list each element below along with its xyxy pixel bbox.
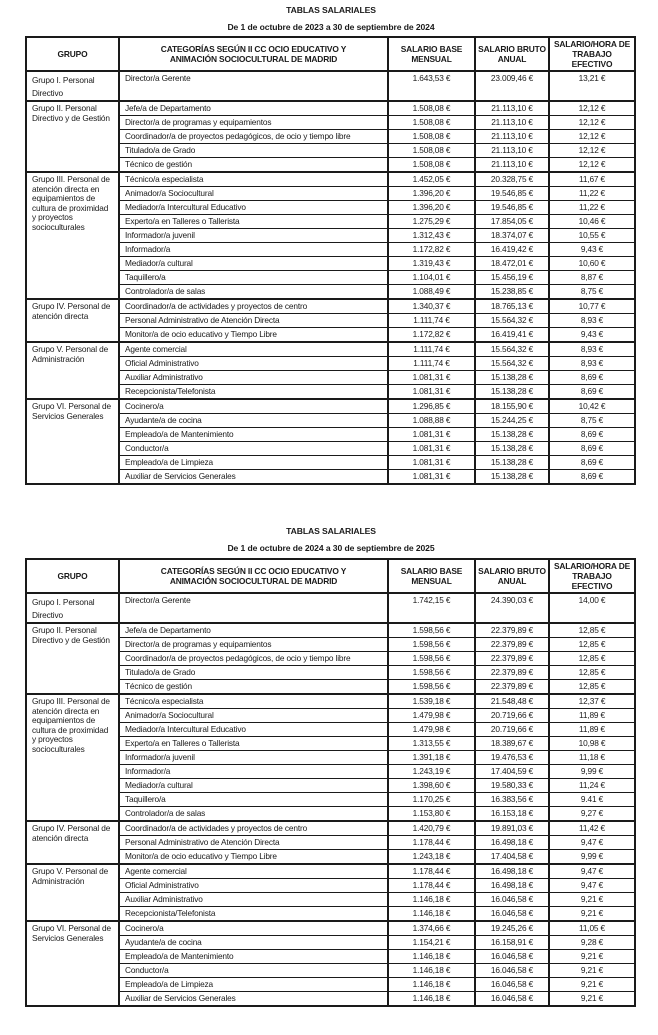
- group-name-cell: Grupo VI. Personal de Servicios Generales: [26, 399, 119, 484]
- salario-base-cell: 1.111,74 €: [388, 342, 475, 357]
- salario-hora-cell: 12,85 €: [549, 680, 635, 695]
- salario-base-cell: 1.598,56 €: [388, 680, 475, 695]
- salario-base-cell: 1.508,08 €: [388, 130, 475, 144]
- salary-section-2024-2025: [0, 523, 658, 557]
- salario-bruto-cell: 23.009,46 €: [475, 71, 549, 101]
- category-cell: Agente comercial: [119, 342, 388, 357]
- salario-bruto-cell: 15.564,32 €: [475, 314, 549, 328]
- group-name-cell: Grupo III. Personal de atención directa en equipamientos de cultura de proximidad y proyectos socioculturales: [26, 172, 119, 299]
- table-row: [26, 172, 635, 187]
- salario-base-cell: 1.742,15 €: [388, 593, 475, 623]
- salario-bruto-cell: 16.158,91 €: [475, 936, 549, 950]
- salario-base-cell: 1.081,31 €: [388, 456, 475, 470]
- salario-bruto-cell: 17.854,05 €: [475, 215, 549, 229]
- salario-bruto-cell: 18.389,67 €: [475, 737, 549, 751]
- salario-hora-cell: 10,46 €: [549, 215, 635, 229]
- salario-bruto-cell: 15.564,32 €: [475, 357, 549, 371]
- salario-hora-cell: 11,42 €: [549, 821, 635, 836]
- table-row: [26, 101, 635, 116]
- salario-base-cell: 1.275,29 €: [388, 215, 475, 229]
- salario-base-cell: 1.479,98 €: [388, 723, 475, 737]
- salario-base-cell: 1.154,21 €: [388, 936, 475, 950]
- salario-hora-cell: 12,85 €: [549, 623, 635, 638]
- salario-bruto-cell: 16.046,58 €: [475, 893, 549, 907]
- salario-hora-cell: 9,21 €: [549, 907, 635, 922]
- salario-bruto-cell: 24.390,03 €: [475, 593, 549, 623]
- category-cell: Controlador/a de salas: [119, 807, 388, 822]
- section-subtitle: De 1 de octubre de 2023 a 30 de septiembre de 2024: [227, 22, 435, 32]
- salario-base-cell: 1.420,79 €: [388, 821, 475, 836]
- group-name-cell: Grupo II. Personal Directivo y de Gestión: [26, 101, 119, 172]
- group-name-cell: Grupo I. Personal Directivo: [26, 71, 119, 101]
- salario-hora-cell: 8,93 €: [549, 357, 635, 371]
- table-row: [26, 299, 635, 314]
- category-cell: Cocinero/a: [119, 399, 388, 414]
- salario-base-cell: 1.598,56 €: [388, 666, 475, 680]
- salario-bruto-cell: 16.153,18 €: [475, 807, 549, 822]
- category-cell: Titulado/a de Grado: [119, 144, 388, 158]
- salario-bruto-cell: 18.765,13 €: [475, 299, 549, 314]
- category-cell: Empleado/a de Mantenimiento: [119, 950, 388, 964]
- category-cell: Informador/a: [119, 765, 388, 779]
- salario-base-cell: 1.508,08 €: [388, 158, 475, 173]
- salario-bruto-cell: 22.379,89 €: [475, 638, 549, 652]
- category-cell: Mediador/a cultural: [119, 779, 388, 793]
- salario-hora-cell: 9,47 €: [549, 879, 635, 893]
- salario-hora-cell: 9.41 €: [549, 793, 635, 807]
- salario-base-cell: 1.146,18 €: [388, 964, 475, 978]
- salario-base-cell: 1.391,18 €: [388, 751, 475, 765]
- salario-hora-cell: 9,43 €: [549, 243, 635, 257]
- salario-hora-cell: 13,21 €: [549, 71, 635, 101]
- salario-base-cell: 1.178,44 €: [388, 836, 475, 850]
- salario-hora-cell: 8,93 €: [549, 342, 635, 357]
- table-row: [26, 399, 635, 414]
- salario-bruto-cell: 19.245,26 €: [475, 921, 549, 936]
- salario-bruto-cell: 20.719,66 €: [475, 709, 549, 723]
- salario-bruto-cell: 21.113,10 €: [475, 158, 549, 173]
- salario-base-cell: 1.111,74 €: [388, 314, 475, 328]
- salario-bruto-cell: 15.456,19 €: [475, 271, 549, 285]
- category-cell: Cocinero/a: [119, 921, 388, 936]
- salario-bruto-cell: 15.244,25 €: [475, 414, 549, 428]
- salario-hora-cell: 9,99 €: [549, 765, 635, 779]
- salario-bruto-cell: 15.564,32 €: [475, 342, 549, 357]
- salario-hora-cell: 10,42 €: [549, 399, 635, 414]
- category-cell: Auxiliar Administrativo: [119, 893, 388, 907]
- salario-bruto-cell: 22.379,89 €: [475, 652, 549, 666]
- salario-hora-cell: 9,43 €: [549, 328, 635, 343]
- table-row: [26, 623, 635, 638]
- group-name-cell: Grupo VI. Personal de Servicios Generales: [26, 921, 119, 1006]
- table-row: [26, 921, 635, 936]
- group-name-cell: Grupo I. Personal Directivo: [26, 593, 119, 623]
- salario-hora-cell: 11,89 €: [549, 709, 635, 723]
- salario-base-cell: 1.598,56 €: [388, 623, 475, 638]
- category-cell: Coordinador/a de proyectos pedagógicos, de ocio y tiempo libre: [119, 130, 388, 144]
- header-categoria: CATEGORÍAS SEGÚN II CC OCIO EDUCATIVO Y ANIMACIÓN SOCIOCULTURAL DE MADRID: [119, 37, 388, 71]
- salario-hora-cell: 12,12 €: [549, 158, 635, 173]
- category-cell: Técnico/a especialista: [119, 694, 388, 709]
- category-cell: Jefe/a de Departamento: [119, 101, 388, 116]
- salario-hora-cell: 9,27 €: [549, 807, 635, 822]
- salario-hora-cell: 12,12 €: [549, 144, 635, 158]
- salario-base-cell: 1.146,18 €: [388, 907, 475, 922]
- salario-bruto-cell: 15.138,28 €: [475, 442, 549, 456]
- category-cell: Oficial Administrativo: [119, 879, 388, 893]
- salario-bruto-cell: 19.891,03 €: [475, 821, 549, 836]
- salario-hora-cell: 9,28 €: [549, 936, 635, 950]
- salario-base-cell: 1.081,31 €: [388, 371, 475, 385]
- category-cell: Recepcionista/Telefonista: [119, 907, 388, 922]
- salario-bruto-cell: 15.138,28 €: [475, 456, 549, 470]
- salario-bruto-cell: 16.498,18 €: [475, 836, 549, 850]
- salario-base-cell: 1.088,88 €: [388, 414, 475, 428]
- category-cell: Personal Administrativo de Atención Directa: [119, 836, 388, 850]
- salario-base-cell: 1.508,08 €: [388, 101, 475, 116]
- category-cell: Técnico de gestión: [119, 680, 388, 695]
- salario-hora-cell: 9,21 €: [549, 893, 635, 907]
- group-name-cell: Grupo II. Personal Directivo y de Gestión: [26, 623, 119, 694]
- salario-hora-cell: 8,69 €: [549, 385, 635, 400]
- category-cell: Informador/a juvenil: [119, 751, 388, 765]
- salario-base-cell: 1.146,18 €: [388, 992, 475, 1007]
- salario-base-cell: 1.452,05 €: [388, 172, 475, 187]
- salario-hora-cell: 8,69 €: [549, 371, 635, 385]
- salario-bruto-cell: 16.046,58 €: [475, 978, 549, 992]
- category-cell: Recepcionista/Telefonista: [119, 385, 388, 400]
- salario-hora-cell: 10,98 €: [549, 737, 635, 751]
- salario-hora-cell: 9,21 €: [549, 964, 635, 978]
- salario-hora-cell: 14,00 €: [549, 593, 635, 623]
- salario-bruto-cell: 18.374,07 €: [475, 229, 549, 243]
- category-cell: Auxiliar de Servicios Generales: [119, 992, 388, 1007]
- category-cell: Ayudante/a de cocina: [119, 414, 388, 428]
- salario-base-cell: 1.374,66 €: [388, 921, 475, 936]
- table-row: [26, 694, 635, 709]
- header-salario-bruto: SALARIO BRUTO ANUAL: [475, 37, 549, 71]
- section-subtitle: De 1 de octubre de 2024 a 30 de septiembre de 2025: [227, 543, 435, 553]
- category-cell: Ayudante/a de cocina: [119, 936, 388, 950]
- salario-hora-cell: 11,22 €: [549, 187, 635, 201]
- salario-bruto-cell: 16.046,58 €: [475, 992, 549, 1007]
- salario-bruto-cell: 19.546,85 €: [475, 201, 549, 215]
- salario-hora-cell: 11,18 €: [549, 751, 635, 765]
- salario-base-cell: 1.396,20 €: [388, 201, 475, 215]
- salario-hora-cell: 12,12 €: [549, 101, 635, 116]
- salario-bruto-cell: 21.113,10 €: [475, 101, 549, 116]
- salario-base-cell: 1.319,43 €: [388, 257, 475, 271]
- table-row: [26, 71, 635, 101]
- salario-hora-cell: 12,85 €: [549, 652, 635, 666]
- salario-bruto-cell: 16.383,56 €: [475, 793, 549, 807]
- salario-base-cell: 1.146,18 €: [388, 978, 475, 992]
- group-name-cell: Grupo III. Personal de atención directa en equipamientos de cultura de proximidad y proyectos socioculturales: [26, 694, 119, 821]
- salario-base-cell: 1.508,08 €: [388, 144, 475, 158]
- salario-bruto-cell: 17.404,59 €: [475, 765, 549, 779]
- salario-hora-cell: 11,22 €: [549, 201, 635, 215]
- category-cell: Oficial Administrativo: [119, 357, 388, 371]
- salario-hora-cell: 11,24 €: [549, 779, 635, 793]
- group-name-cell: Grupo V. Personal de Administración: [26, 864, 119, 921]
- category-cell: Empleado/a de Limpieza: [119, 456, 388, 470]
- header-salario-hora: SALARIO/HORA DE TRABAJO EFECTIVO: [549, 559, 635, 593]
- category-cell: Agente comercial: [119, 864, 388, 879]
- category-cell: Jefe/a de Departamento: [119, 623, 388, 638]
- salario-bruto-cell: 15.138,28 €: [475, 470, 549, 485]
- salario-bruto-cell: 19.580,33 €: [475, 779, 549, 793]
- category-cell: Monitor/a de ocio educativo y Tiempo Libre: [119, 328, 388, 343]
- category-cell: Coordinador/a de actividades y proyectos de centro: [119, 821, 388, 836]
- salario-bruto-cell: 22.379,89 €: [475, 680, 549, 695]
- category-cell: Empleado/a de Limpieza: [119, 978, 388, 992]
- salario-base-cell: 1.088,49 €: [388, 285, 475, 300]
- category-cell: Experto/a en Talleres o Tallerista: [119, 215, 388, 229]
- salario-bruto-cell: 16.046,58 €: [475, 907, 549, 922]
- salario-hora-cell: 9,21 €: [549, 950, 635, 964]
- header-categoria: CATEGORÍAS SEGÚN II CC OCIO EDUCATIVO Y ANIMACIÓN SOCIOCULTURAL DE MADRID: [119, 559, 388, 593]
- salario-bruto-cell: 22.379,89 €: [475, 623, 549, 638]
- section-title: TABLAS SALARIALES: [286, 5, 376, 15]
- category-cell: Coordinador/a de proyectos pedagógicos, de ocio y tiempo libre: [119, 652, 388, 666]
- salario-hora-cell: 8,69 €: [549, 470, 635, 485]
- salario-bruto-cell: 15.238,85 €: [475, 285, 549, 300]
- category-cell: Monitor/a de ocio educativo y Tiempo Libre: [119, 850, 388, 865]
- salario-bruto-cell: 15.138,28 €: [475, 428, 549, 442]
- salario-hora-cell: 8,87 €: [549, 271, 635, 285]
- salario-base-cell: 1.172,82 €: [388, 243, 475, 257]
- salario-bruto-cell: 22.379,89 €: [475, 666, 549, 680]
- header-salario-base: SALARIO BASE MENSUAL: [388, 37, 475, 71]
- category-cell: Técnico de gestión: [119, 158, 388, 173]
- salario-bruto-cell: 21.548,48 €: [475, 694, 549, 709]
- salario-base-cell: 1.313,55 €: [388, 737, 475, 751]
- salario-bruto-cell: 16.419,42 €: [475, 243, 549, 257]
- category-cell: Técnico/a especialista: [119, 172, 388, 187]
- salario-hora-cell: 12,37 €: [549, 694, 635, 709]
- group-name-cell: Grupo IV. Personal de atención directa: [26, 821, 119, 864]
- category-cell: Director/a Gerente: [119, 71, 388, 101]
- salario-base-cell: 1.172,82 €: [388, 328, 475, 343]
- salario-bruto-cell: 19.476,53 €: [475, 751, 549, 765]
- category-cell: Informador/a juvenil: [119, 229, 388, 243]
- salario-bruto-cell: 19.546,85 €: [475, 187, 549, 201]
- salario-base-cell: 1.081,31 €: [388, 470, 475, 485]
- group-name-cell: Grupo IV. Personal de atención directa: [26, 299, 119, 342]
- salario-hora-cell: 11,05 €: [549, 921, 635, 936]
- salario-hora-cell: 9,47 €: [549, 864, 635, 879]
- table-row: [26, 864, 635, 879]
- salario-bruto-cell: 16.498,18 €: [475, 864, 549, 879]
- salario-bruto-cell: 21.113,10 €: [475, 144, 549, 158]
- salario-bruto-cell: 15.138,28 €: [475, 385, 549, 400]
- salario-bruto-cell: 20.328,75 €: [475, 172, 549, 187]
- header-grupo: GRUPO: [26, 37, 119, 71]
- salario-base-cell: 1.243,19 €: [388, 765, 475, 779]
- category-cell: Empleado/a de Mantenimiento: [119, 428, 388, 442]
- salary-section-2023-2024: [0, 2, 658, 36]
- category-cell: Director/a de programas y equipamientos: [119, 116, 388, 130]
- category-cell: Taquillero/a: [119, 271, 388, 285]
- salario-hora-cell: 8,93 €: [549, 314, 635, 328]
- salario-base-cell: 1.146,18 €: [388, 950, 475, 964]
- table-row: [26, 342, 635, 357]
- salario-bruto-cell: 16.046,58 €: [475, 950, 549, 964]
- table-row: [26, 593, 635, 623]
- salario-bruto-cell: 18.155,90 €: [475, 399, 549, 414]
- salario-base-cell: 1.396,20 €: [388, 187, 475, 201]
- section-title: TABLAS SALARIALES: [286, 526, 376, 536]
- category-cell: Informador/a: [119, 243, 388, 257]
- salario-hora-cell: 10,60 €: [549, 257, 635, 271]
- salario-base-cell: 1.170,25 €: [388, 793, 475, 807]
- category-cell: Controlador/a de salas: [119, 285, 388, 300]
- salario-base-cell: 1.104,01 €: [388, 271, 475, 285]
- salary-table-2024-2025: [25, 558, 636, 1007]
- salario-base-cell: 1.598,56 €: [388, 638, 475, 652]
- salario-hora-cell: 12,12 €: [549, 116, 635, 130]
- salario-base-cell: 1.178,44 €: [388, 879, 475, 893]
- salario-bruto-cell: 15.138,28 €: [475, 371, 549, 385]
- category-cell: Taquillero/a: [119, 793, 388, 807]
- salario-bruto-cell: 16.498,18 €: [475, 879, 549, 893]
- salario-base-cell: 1.146,18 €: [388, 893, 475, 907]
- salario-hora-cell: 11,89 €: [549, 723, 635, 737]
- salario-base-cell: 1.398,60 €: [388, 779, 475, 793]
- salario-hora-cell: 10,77 €: [549, 299, 635, 314]
- salary-table-2023-2024: [25, 36, 636, 485]
- salario-bruto-cell: 16.419,41 €: [475, 328, 549, 343]
- category-cell: Personal Administrativo de Atención Directa: [119, 314, 388, 328]
- salario-base-cell: 1.081,31 €: [388, 385, 475, 400]
- salario-hora-cell: 8,75 €: [549, 414, 635, 428]
- salario-base-cell: 1.111,74 €: [388, 357, 475, 371]
- salario-base-cell: 1.539,18 €: [388, 694, 475, 709]
- category-cell: Titulado/a de Grado: [119, 666, 388, 680]
- category-cell: Coordinador/a de actividades y proyectos de centro: [119, 299, 388, 314]
- table-header-row: [26, 37, 635, 71]
- category-cell: Mediador/a Intercultural Educativo: [119, 201, 388, 215]
- salario-bruto-cell: 17.404,58 €: [475, 850, 549, 865]
- category-cell: Experto/a en Talleres o Tallerista: [119, 737, 388, 751]
- salario-base-cell: 1.081,31 €: [388, 442, 475, 456]
- salario-hora-cell: 12,85 €: [549, 666, 635, 680]
- salario-base-cell: 1.340,37 €: [388, 299, 475, 314]
- salario-base-cell: 1.643,53 €: [388, 71, 475, 101]
- salario-hora-cell: 9,21 €: [549, 992, 635, 1007]
- salario-bruto-cell: 21.113,10 €: [475, 130, 549, 144]
- salario-hora-cell: 12,12 €: [549, 130, 635, 144]
- category-cell: Mediador/a cultural: [119, 257, 388, 271]
- salario-base-cell: 1.479,98 €: [388, 709, 475, 723]
- salario-bruto-cell: 18.472,01 €: [475, 257, 549, 271]
- category-cell: Auxiliar Administrativo: [119, 371, 388, 385]
- salario-hora-cell: 8,69 €: [549, 442, 635, 456]
- table-row: [26, 821, 635, 836]
- salario-base-cell: 1.598,56 €: [388, 652, 475, 666]
- salario-hora-cell: 11,67 €: [549, 172, 635, 187]
- category-cell: Director/a Gerente: [119, 593, 388, 623]
- header-salario-base: SALARIO BASE MENSUAL: [388, 559, 475, 593]
- salario-base-cell: 1.081,31 €: [388, 428, 475, 442]
- category-cell: Animador/a Sociocultural: [119, 187, 388, 201]
- category-cell: Conductor/a: [119, 964, 388, 978]
- salario-hora-cell: 8,69 €: [549, 456, 635, 470]
- salario-hora-cell: 8,69 €: [549, 428, 635, 442]
- category-cell: Conductor/a: [119, 442, 388, 456]
- salario-base-cell: 1.296,85 €: [388, 399, 475, 414]
- salario-hora-cell: 9,47 €: [549, 836, 635, 850]
- salario-base-cell: 1.508,08 €: [388, 116, 475, 130]
- salario-base-cell: 1.153,80 €: [388, 807, 475, 822]
- salario-bruto-cell: 20.719,66 €: [475, 723, 549, 737]
- category-cell: Mediador/a Intercultural Educativo: [119, 723, 388, 737]
- header-salario-bruto: SALARIO BRUTO ANUAL: [475, 559, 549, 593]
- salario-hora-cell: 9,99 €: [549, 850, 635, 865]
- category-cell: Auxiliar de Servicios Generales: [119, 470, 388, 485]
- salario-bruto-cell: 16.046,58 €: [475, 964, 549, 978]
- salario-base-cell: 1.312,43 €: [388, 229, 475, 243]
- salario-hora-cell: 9,21 €: [549, 978, 635, 992]
- salario-base-cell: 1.178,44 €: [388, 864, 475, 879]
- salario-hora-cell: 10,55 €: [549, 229, 635, 243]
- salario-hora-cell: 12,85 €: [549, 638, 635, 652]
- group-name-cell: Grupo V. Personal de Administración: [26, 342, 119, 399]
- header-salario-hora: SALARIO/HORA DE TRABAJO EFECTIVO: [549, 37, 635, 71]
- table-header-row: [26, 559, 635, 593]
- header-grupo: GRUPO: [26, 559, 119, 593]
- category-cell: Director/a de programas y equipamientos: [119, 638, 388, 652]
- category-cell: Animador/a Sociocultural: [119, 709, 388, 723]
- salario-base-cell: 1.243,18 €: [388, 850, 475, 865]
- salario-bruto-cell: 21.113,10 €: [475, 116, 549, 130]
- salario-hora-cell: 8,75 €: [549, 285, 635, 300]
